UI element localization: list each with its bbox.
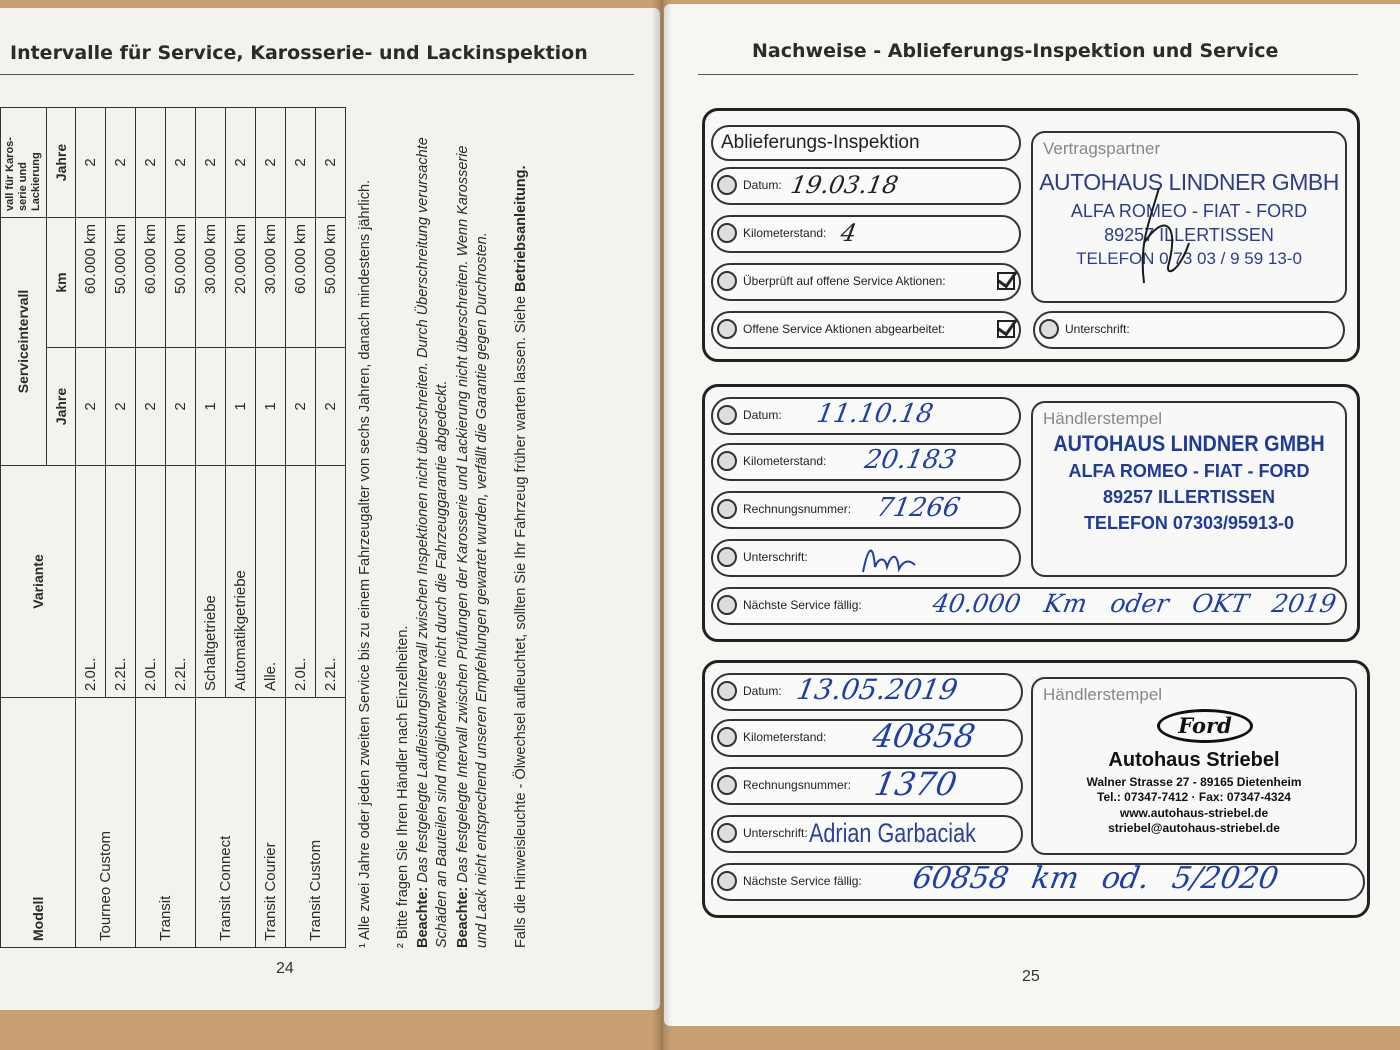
rechnungsnummer-label: Rechnungsnummer: (743, 502, 852, 516)
rotated-content (0, 48, 600, 948)
field-bullet-icon (717, 823, 737, 843)
naechster-service-field[interactable] (711, 863, 1365, 901)
cell-karos-jahre: 2 (136, 108, 166, 218)
page-number-right: 25 (1022, 968, 1040, 985)
unterschrift-field[interactable] (711, 815, 1023, 853)
cell-jahre: 2 (166, 348, 196, 466)
cell-karos-jahre: 2 (226, 108, 256, 218)
signature-scribble-icon (853, 537, 923, 577)
field-bullet-icon (717, 681, 737, 701)
datum-field[interactable] (711, 167, 1021, 205)
header-karos-jahre: Jahre (46, 108, 75, 218)
aktionen-abgearbeitet-field[interactable] (711, 311, 1021, 349)
header-serviceintervall: Serviceintervall (1, 218, 47, 466)
header-variante: Variante (1, 466, 76, 698)
cell-km: 50.000 km (106, 218, 136, 348)
kilometerstand-value: 4 (838, 219, 859, 247)
stamp-line-1: AUTOHAUS LINDNER GMBH (1039, 169, 1339, 195)
table-row (136, 108, 166, 948)
field-bullet-icon (717, 451, 737, 471)
datum-value: 13.05.2019 (794, 673, 961, 706)
kilometerstand-field[interactable] (711, 215, 1021, 253)
field-bullet-icon (717, 271, 737, 291)
cell-karos-jahre: 2 (286, 108, 316, 218)
field-bullet-icon (717, 871, 737, 891)
kilometerstand-label: Kilometerstand: (743, 226, 827, 240)
datum-field[interactable] (711, 673, 1023, 711)
ford-logo (1157, 709, 1253, 743)
table-row (256, 108, 286, 948)
footnote-2: ² Bitte fragen Sie Ihren Händler nach Einzelheiten. (395, 625, 411, 948)
cell-km: 60.000 km (136, 218, 166, 348)
oil-note-bold: Betriebsanleitung. (513, 165, 529, 292)
stamp-line-4: TELEFON 0 73 03 / 9 59 13-0 (1076, 249, 1302, 268)
naechster-service-label: Nächste Service fällig: (743, 598, 862, 612)
stamp-line-3: 89257 ILLERTISSEN (1104, 225, 1274, 245)
cell-km: 60.000 km (76, 218, 106, 348)
field-bullet-icon (717, 595, 737, 615)
unterschrift-label: Unterschrift: (743, 826, 808, 840)
kilometerstand-field[interactable] (711, 719, 1023, 757)
service-interval-table (0, 107, 346, 948)
header-jahre: Jahre (46, 348, 75, 466)
kilometerstand-value: 20.183 (862, 445, 959, 475)
cell-modell: Transit Courier (256, 698, 286, 948)
naechster-service-field[interactable] (711, 587, 1347, 625)
kilometerstand-field[interactable] (711, 443, 1021, 481)
field-bullet-icon (717, 405, 737, 425)
checkbox-checked-icon[interactable] (997, 272, 1015, 290)
stamp-line-5: striebel@autohaus-striebel.de (1108, 821, 1280, 835)
delivery-inspection-title: Ablieferungs-Inspektion (721, 132, 920, 153)
naechster-service-value: 40.000 Km oder OKT 2019 (930, 589, 1339, 618)
cell-modell: Transit Connect (196, 698, 256, 948)
kilometerstand-label: Kilometerstand: (743, 454, 827, 468)
cell-km: 20.000 km (226, 218, 256, 348)
note-karosserie (454, 118, 492, 948)
rechnungsnummer-field[interactable] (711, 491, 1021, 529)
cell-km: 30.000 km (196, 218, 226, 348)
unterschrift-label: Unterschrift: (1065, 322, 1130, 336)
cell-modell: Transit (136, 698, 196, 948)
haendlerstempel-label: Händlerstempel (1043, 409, 1163, 428)
left-page (0, 8, 660, 1010)
cell-karos-jahre: 2 (106, 108, 136, 218)
cell-jahre: 2 (136, 348, 166, 466)
datum-label: Datum: (743, 684, 782, 698)
cell-jahre: 2 (106, 348, 136, 466)
title-rule (698, 74, 1358, 75)
checkbox-checked-icon[interactable] (997, 320, 1015, 338)
cell-jahre: 2 (76, 348, 106, 466)
field-bullet-icon (717, 223, 737, 243)
datum-label: Datum: (743, 408, 782, 422)
naechster-service-label: Nächste Service fällig: (743, 874, 862, 888)
datum-label: Datum: (743, 178, 782, 192)
stamp-line-2: Walner Strasse 27 - 89165 Dietenheim (1086, 775, 1302, 789)
rechnungsnummer-label: Rechnungsnummer: (743, 778, 852, 792)
table-row (286, 108, 316, 948)
rechnungsnummer-value: 1370 (871, 765, 960, 803)
cell-jahre: 1 (256, 348, 286, 466)
kilometerstand-label: Kilometerstand: (743, 730, 827, 744)
haendlerstempel-label: Händlerstempel (1043, 685, 1163, 704)
kilometerstand-value: 40858 (869, 717, 979, 755)
note-text: Das festgelegte Laufleistungsintervall zwischen Inspektionen nicht überschreiten. Durch Überschreitung verursachte Schäden an Bauteilen sind möglicherweise nicht durch die Fahrzeuggarantie abgedeckt. (415, 137, 450, 948)
datum-field[interactable] (711, 397, 1021, 435)
stamp-line-4: www.autohaus-striebel.de (1119, 806, 1269, 820)
cell-karos-jahre: 2 (76, 108, 106, 218)
cell-karos-jahre: 2 (316, 108, 346, 218)
datum-value: 19.03.18 (788, 171, 901, 199)
cell-modell: Transit Custom (286, 698, 346, 948)
cell-jahre: 2 (286, 348, 316, 466)
cell-jahre: 2 (316, 348, 346, 466)
stamp-line-2: ALFA ROMEO - FIAT - FORD (1068, 461, 1310, 481)
field-bullet-icon (717, 727, 737, 747)
unterschrift-label: Unterschrift: (743, 550, 808, 564)
cell-km: 60.000 km (286, 218, 316, 348)
unterschrift-stamp-value: Adrian Garbaciak (809, 818, 976, 848)
table-row (196, 108, 226, 948)
cell-karos-jahre: 2 (166, 108, 196, 218)
cell-km: 50.000 km (316, 218, 346, 348)
stamp-line-1: Autohaus Striebel (1108, 749, 1280, 771)
cell-variante: Schaltgetriebe (196, 466, 226, 698)
signature-scribble-icon (1119, 183, 1199, 293)
stamp-line-1: AUTOHAUS LINDNER GMBH (1053, 431, 1325, 456)
note-text: Das festgelegte Intervall zwischen Prüfungen der Karosserie und Lackierung nicht überschreiten. Wenn Karosserie und Lack nicht entsprechend unseren Empfehlungen gewartet wurden, verfällt die Garantie gegen Durchrosten. (455, 145, 490, 948)
note-laufleistung (414, 118, 452, 948)
note-label: Beachte: (415, 886, 431, 948)
service-box-2 (702, 660, 1370, 918)
table-header-row (1, 108, 47, 948)
cell-variante: 2.0L. (286, 466, 316, 698)
aktionen-abgearbeitet-label: Offene Service Aktionen abgearbeitet: (743, 322, 945, 336)
cell-karos-jahre: 2 (256, 108, 286, 218)
field-bullet-icon (717, 319, 737, 339)
rechnungsnummer-field[interactable] (711, 767, 1023, 805)
right-page (664, 4, 1400, 1026)
offene-aktionen-field[interactable] (711, 263, 1021, 301)
stamp-line-3: 89257 ILLERTISSEN (1102, 487, 1276, 507)
stamp-line-3: Tel.: 07347-7412 · Fax: 07347-4324 (1097, 790, 1291, 804)
header-karos: vall für Karos-serie und Lackierung (1, 108, 47, 218)
cell-karos-jahre: 2 (196, 108, 226, 218)
cell-variante: 2.0L. (136, 466, 166, 698)
field-bullet-icon (717, 175, 737, 195)
left-page-title: Intervalle für Service, Karosserie- und Lackinspektion (10, 42, 588, 64)
vertragspartner-label: Vertragspartner (1043, 139, 1161, 158)
stamp-line-4: TELEFON 07303/95913-0 (1083, 513, 1295, 533)
haendlerstempel-panel (1031, 401, 1347, 577)
ford-logo-text: Ford (1178, 713, 1232, 738)
cell-variante: Automatikgetriebe (226, 466, 256, 698)
unterschrift-field[interactable] (1033, 311, 1345, 349)
cell-variante: 2.2L. (316, 466, 346, 698)
oil-note-text: Falls die Hinweisleuchte - Ölwechsel aufleuchtet, sollten Sie Ihr Fahrzeug früher warten lassen. Siehe (513, 295, 529, 948)
service-box-1 (702, 384, 1360, 642)
datum-value: 11.10.18 (814, 399, 936, 429)
field-bullet-icon (717, 775, 737, 795)
stamp-line-2: ALFA ROMEO - FIAT - FORD (1070, 201, 1308, 221)
field-bullet-icon (717, 547, 737, 567)
haendlerstempel-panel (1031, 677, 1357, 855)
cell-variante: 2.2L. (166, 466, 196, 698)
note-label: Beachte: (455, 886, 471, 948)
header-km: km (46, 218, 75, 348)
cell-jahre: 1 (196, 348, 226, 466)
page-number-left: 24 (276, 960, 294, 977)
unterschrift-field[interactable] (711, 539, 1021, 577)
naechster-service-value: 60858 km od. 5/2020 (909, 861, 1282, 896)
cell-variante: 2.0L. (76, 466, 106, 698)
cell-variante: Alle. (256, 466, 286, 698)
cell-variante: 2.2L. (106, 466, 136, 698)
field-bullet-icon (717, 499, 737, 519)
right-page-title: Nachweise - Ablieferungs-Inspektion und Service (752, 40, 1279, 62)
field-bullet-icon (1039, 319, 1059, 339)
delivery-inspection-title-pill (711, 125, 1021, 161)
offene-aktionen-label: Überprüft auf offene Service Aktionen: (743, 274, 946, 288)
vertragspartner-panel (1031, 131, 1347, 303)
delivery-inspection-box (702, 108, 1360, 362)
header-modell: Modell (1, 698, 76, 948)
cell-jahre: 1 (226, 348, 256, 466)
rechnungsnummer-value: 71266 (874, 493, 963, 523)
cell-km: 50.000 km (166, 218, 196, 348)
table-row (76, 108, 106, 948)
cell-km: 30.000 km (256, 218, 286, 348)
oil-change-note (512, 118, 531, 948)
cell-modell: Tourneo Custom (76, 698, 136, 948)
footnote-1: ¹ Alle zwei Jahre oder jeden zweiten Service bis zu einem Fahrzeugalter von sechs Jahren, danach mindestens jährlich. (357, 179, 373, 948)
